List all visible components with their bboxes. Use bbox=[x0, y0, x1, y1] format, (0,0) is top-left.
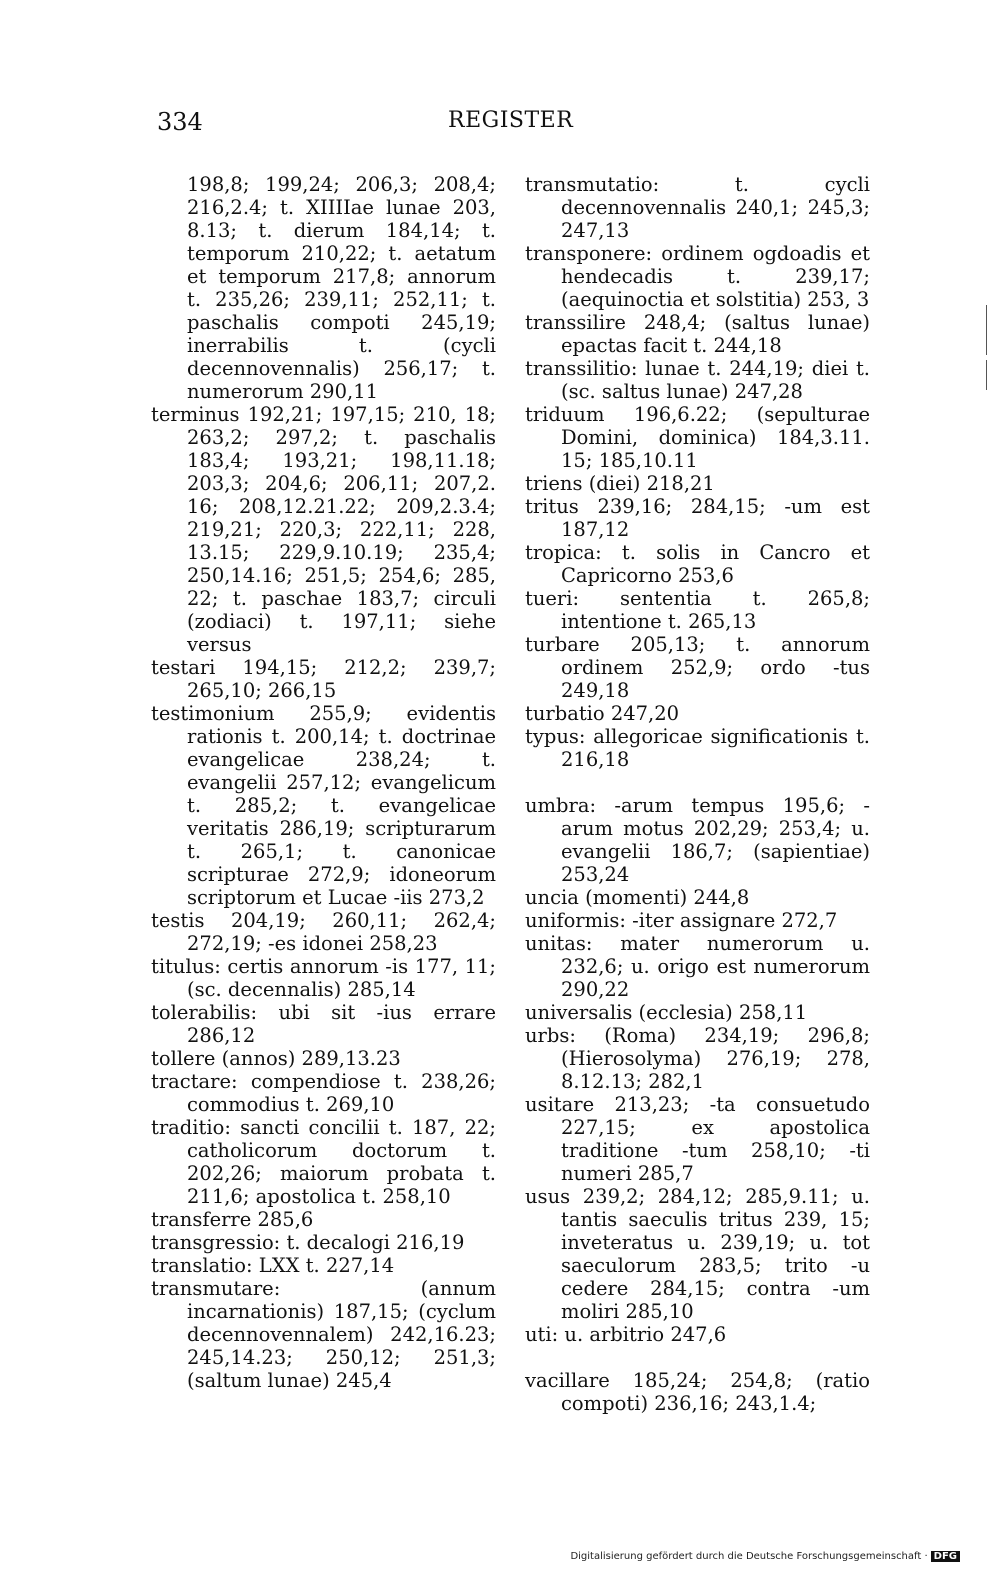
index-entry: 198,8; 199,24; 206,3; 208,4; 216,2.4; t. XIIIIae lunae 203, 8.13; t. dierum 184,14; t. temporum 210,22; t. aetatum et temporum 217,8; annorum t. 235,26; 239,11; 252,11; t. paschalis compoti 245,19; inerrabilis t. (cycli decennovennalis) 256,17; t. numerorum 290,11 bbox=[187, 173, 496, 403]
index-entry: uniformis: -iter assignare 272,7 bbox=[525, 909, 838, 932]
index-entry: triduum 196,6.22; (sepulturae Domini, dominica) 184,3.11. 15; 185,10.11 bbox=[525, 403, 870, 472]
index-entry: turbatio 247,20 bbox=[525, 702, 680, 725]
index-entry: unitas: mater numerorum u. 232,6; u. origo est numerorum 290,22 bbox=[525, 932, 870, 1001]
digitization-footer bbox=[570, 1551, 960, 1562]
index-entry: transgressio: t. decalogi 216,19 bbox=[151, 1231, 465, 1254]
index-entry: terminus 192,21; 197,15; 210, 18; 263,2; 297,2; t. paschalis 183,4; 193,21; 198,11.18; 203,3; 204,6; 206,11; 207,2. 16; 208,12.21.22; 209,2.3.4; 219,21; 220,3; 222,11; 228, 13.15; 229,9.10.19; 235,4; 250,14.16; 251,5; 254,6; 285, 22; t. paschae 183,7; circuli (zodiaci) t. 197,11; siehe versus bbox=[151, 403, 496, 656]
index-entry: traditio: sancti concilii t. 187, 22; catholicorum doctorum t. 202,26; maiorum probata t. 211,6; apostolica t. 258,10 bbox=[151, 1116, 496, 1208]
index-entry: urbs: (Roma) 234,19; 296,8; (Hierosolyma) 276,19; 278, 8.12.13; 282,1 bbox=[525, 1024, 870, 1093]
index-entry: tropica: t. solis in Cancro et Capricorno 253,6 bbox=[525, 541, 870, 587]
footer-text: Digitalisierung gefördert durch die Deutsche Forschungsgemeinschaft · bbox=[570, 1551, 928, 1562]
index-column-left bbox=[151, 173, 496, 1392]
index-entry: uncia (momenti) 244,8 bbox=[525, 886, 750, 909]
index-entry: tolerabilis: ubi sit -ius errare 286,12 bbox=[151, 1001, 496, 1047]
index-entry: turbare 205,13; t. annorum ordinem 252,9; ordo -tus 249,18 bbox=[525, 633, 870, 702]
index-entry: typus: allegoricae significationis t. 216,18 bbox=[525, 725, 870, 771]
index-entry: testari 194,15; 212,2; 239,7; 265,10; 266,15 bbox=[151, 656, 496, 702]
running-head: REGISTER bbox=[448, 108, 574, 133]
index-entry: transmutare: (annum incarnationis) 187,15; (cyclum decennovennalem) 242,16.23; 245,14.23; 250,12; 251,3; (saltum lunae) 245,4 bbox=[151, 1277, 496, 1392]
index-entry: tractare: compendiose t. 238,26; commodius t. 269,10 bbox=[151, 1070, 496, 1116]
index-entry: usus 239,2; 284,12; 285,9.11; u. tantis saeculis tritus 239, 15; inveteratus u. 239,19; u. tot saeculorum 283,5; trito -u cedere 284,15; contra -um moliri 285,10 bbox=[525, 1185, 870, 1323]
index-entry: tollere (annos) 289,13.23 bbox=[151, 1047, 401, 1070]
index-entry: usitare 213,23; -ta consuetudo 227,15; ex apostolica traditione -tum 258,10; -ti numeri 285,7 bbox=[525, 1093, 870, 1185]
index-entry: transsilitio: lunae t. 244,19; diei t. (sc. saltus lunae) 247,28 bbox=[525, 357, 870, 403]
index-column-right bbox=[525, 173, 870, 1415]
index-entry: triens (diei) 218,21 bbox=[525, 472, 715, 495]
index-entry: transponere: ordinem ogdoadis et hendecadis t. 239,17; (aequinoctia et solstitia) 253, 3 bbox=[525, 242, 870, 311]
index-entry: tritus 239,16; 284,15; -um est 187,12 bbox=[525, 495, 870, 541]
index-entry: vacillare 185,24; 254,8; (ratio compoti) 236,16; 243,1.4; bbox=[525, 1369, 870, 1415]
index-entry: transmutatio: t. cycli decennovennalis 240,1; 245,3; 247,13 bbox=[525, 173, 870, 242]
index-entry: testimonium 255,9; evidentis rationis t. 200,14; t. doctrinae evangelicae 238,24; t. evangelii 257,12; evangelicum t. 285,2; t. evangelicae veritatis 286,19; scripturarum t. 265,1; t. canonicae scripturae 272,9; idoneorum scriptorum et Lucae -iis 273,2 bbox=[151, 702, 496, 909]
index-entry: transsilire 248,4; (saltus lunae) epactas facit t. 244,18 bbox=[525, 311, 870, 357]
index-entry: universalis (ecclesia) 258,11 bbox=[525, 1001, 808, 1024]
index-entry: testis 204,19; 260,11; 262,4; 272,19; -es idonei 258,23 bbox=[151, 909, 496, 955]
margin-line-mark bbox=[986, 360, 987, 390]
index-entry: titulus: certis annorum -is 177, 11; (sc. decennalis) 285,14 bbox=[151, 955, 496, 1001]
page-number: 334 bbox=[157, 108, 203, 136]
index-entry: uti: u. arbitrio 247,6 bbox=[525, 1323, 727, 1346]
index-entry: transferre 285,6 bbox=[151, 1208, 314, 1231]
dfg-logo: DFG bbox=[931, 1551, 960, 1562]
index-entry: tueri: sententia t. 265,8; intentione t. 265,13 bbox=[525, 587, 870, 633]
index-entry: umbra: -arum tempus 195,6; -arum motus 202,29; 253,4; u. evangelii 186,7; (sapientiae) 253,24 bbox=[525, 794, 870, 886]
margin-line-mark bbox=[986, 305, 987, 355]
index-entry: translatio: LXX t. 227,14 bbox=[151, 1254, 395, 1277]
